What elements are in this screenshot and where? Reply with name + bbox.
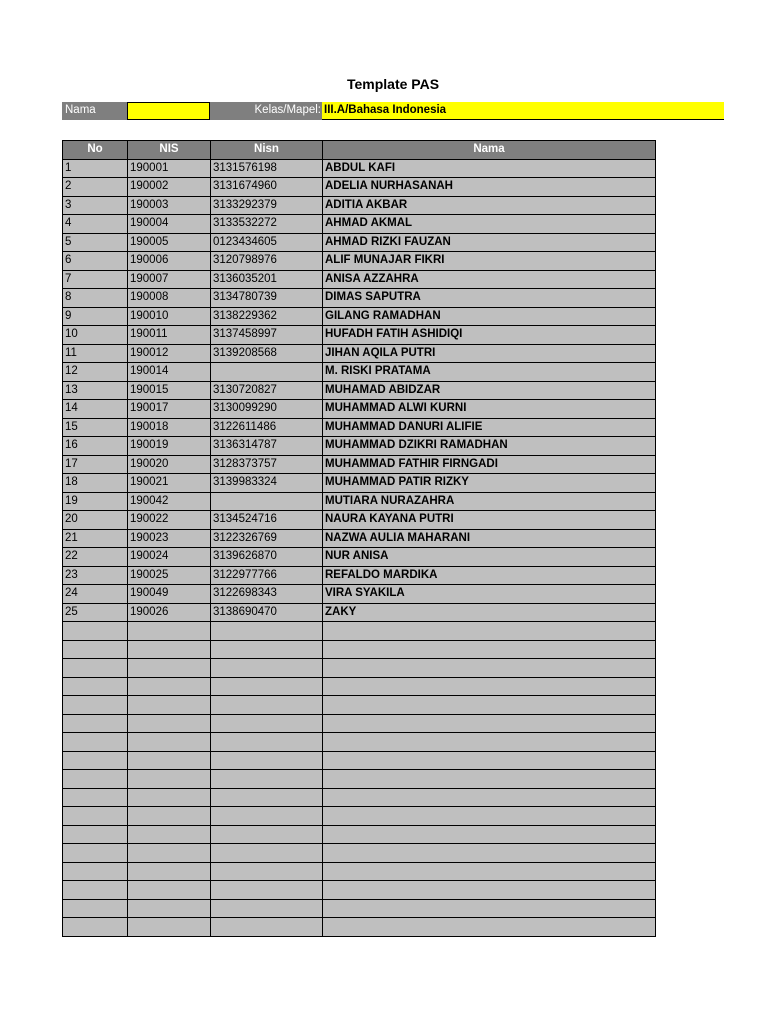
cell-nama[interactable] xyxy=(323,881,656,900)
cell-nama[interactable]: ALIF MUNAJAR FIKRI xyxy=(323,252,656,271)
cell-nis[interactable] xyxy=(128,788,211,807)
table-row xyxy=(63,659,656,678)
cell-nama[interactable]: GILANG RAMADHAN xyxy=(323,307,656,326)
cell-nama[interactable] xyxy=(323,825,656,844)
cell-nisn[interactable] xyxy=(211,492,323,511)
cell-nama[interactable]: MUHAMAD ABIDZAR xyxy=(323,381,656,400)
cell-no[interactable] xyxy=(63,677,128,696)
table-row xyxy=(63,400,656,419)
cell-nama[interactable] xyxy=(323,807,656,826)
cell-no[interactable]: 6 xyxy=(63,252,128,271)
cell-nama[interactable]: MUHAMMAD DANURI ALIFIE xyxy=(323,418,656,437)
cell-no[interactable]: 3 xyxy=(63,196,128,215)
cell-nis[interactable]: 190024 xyxy=(128,548,211,567)
cell-no[interactable] xyxy=(63,751,128,770)
table-row xyxy=(63,437,656,456)
student-roster-table xyxy=(62,140,656,937)
table-row xyxy=(63,844,656,863)
cell-nisn[interactable] xyxy=(211,696,323,715)
cell-nis[interactable] xyxy=(128,640,211,659)
cell-nama[interactable] xyxy=(323,862,656,881)
cell-nama[interactable]: ABDUL KAFI xyxy=(323,159,656,178)
table-row xyxy=(63,603,656,622)
cell-no[interactable]: 21 xyxy=(63,529,128,548)
cell-nis[interactable]: 190022 xyxy=(128,511,211,530)
table-row xyxy=(63,233,656,252)
table-row xyxy=(63,733,656,752)
cell-nama[interactable] xyxy=(323,659,656,678)
table-row xyxy=(63,215,656,234)
cell-nis[interactable] xyxy=(128,677,211,696)
cell-no[interactable] xyxy=(63,844,128,863)
table-row xyxy=(63,178,656,197)
cell-nama[interactable] xyxy=(323,844,656,863)
cell-no[interactable]: 25 xyxy=(63,603,128,622)
cell-nis[interactable] xyxy=(128,807,211,826)
cell-nis[interactable]: 190042 xyxy=(128,492,211,511)
column-header-no: No xyxy=(63,141,128,160)
table-row xyxy=(63,696,656,715)
cell-nama[interactable]: NAURA KAYANA PUTRI xyxy=(323,511,656,530)
cell-nis[interactable]: 190007 xyxy=(128,270,211,289)
table-row xyxy=(63,677,656,696)
cell-no[interactable]: 14 xyxy=(63,400,128,419)
cell-nisn[interactable]: 3137458997 xyxy=(211,326,323,345)
cell-nama[interactable]: NAZWA AULIA MAHARANI xyxy=(323,529,656,548)
table-row xyxy=(63,825,656,844)
cell-nama[interactable] xyxy=(323,899,656,918)
cell-nisn[interactable]: 3139626870 xyxy=(211,548,323,567)
table-row xyxy=(63,807,656,826)
cell-nama[interactable]: MUHAMMAD DZIKRI RAMADHAN xyxy=(323,437,656,456)
column-header-nisn: Nisn xyxy=(211,141,323,160)
cell-nis[interactable]: 190011 xyxy=(128,326,211,345)
cell-nis[interactable]: 190012 xyxy=(128,344,211,363)
cell-no[interactable] xyxy=(63,770,128,789)
cell-nisn[interactable]: 3139983324 xyxy=(211,474,323,493)
cell-nis[interactable]: 190017 xyxy=(128,400,211,419)
cell-nama[interactable] xyxy=(323,918,656,937)
table-row xyxy=(63,492,656,511)
cell-nis[interactable] xyxy=(128,825,211,844)
cell-nisn[interactable] xyxy=(211,640,323,659)
nama-label: Nama xyxy=(62,102,127,120)
cell-nis[interactable] xyxy=(128,696,211,715)
column-header-nama: Nama xyxy=(323,141,656,160)
cell-no[interactable] xyxy=(63,622,128,641)
cell-nisn[interactable]: 3138229362 xyxy=(211,307,323,326)
cell-no[interactable]: 12 xyxy=(63,363,128,382)
cell-no[interactable] xyxy=(63,807,128,826)
cell-no[interactable]: 2 xyxy=(63,178,128,197)
cell-nis[interactable]: 190023 xyxy=(128,529,211,548)
table-row xyxy=(63,270,656,289)
cell-nisn[interactable]: 3128373757 xyxy=(211,455,323,474)
cell-nisn[interactable] xyxy=(211,899,323,918)
cell-nisn[interactable]: 3133532272 xyxy=(211,215,323,234)
cell-nisn[interactable] xyxy=(211,363,323,382)
table-row xyxy=(63,770,656,789)
cell-no[interactable] xyxy=(63,696,128,715)
nama-input-cell[interactable] xyxy=(127,102,210,120)
cell-nisn[interactable] xyxy=(211,788,323,807)
cell-nisn[interactable]: 0123434605 xyxy=(211,233,323,252)
cell-nis[interactable]: 190006 xyxy=(128,252,211,271)
cell-nis[interactable]: 190008 xyxy=(128,289,211,308)
cell-no[interactable]: 7 xyxy=(63,270,128,289)
cell-nama[interactable]: MUHAMMAD ALWI KURNI xyxy=(323,400,656,419)
cell-no[interactable]: 24 xyxy=(63,585,128,604)
cell-nis[interactable]: 190020 xyxy=(128,455,211,474)
table-row xyxy=(63,326,656,345)
cell-no[interactable]: 19 xyxy=(63,492,128,511)
cell-nisn[interactable]: 3130099290 xyxy=(211,400,323,419)
cell-nis[interactable]: 190010 xyxy=(128,307,211,326)
cell-nisn[interactable]: 3131576198 xyxy=(211,159,323,178)
table-row xyxy=(63,418,656,437)
cell-nis[interactable]: 190001 xyxy=(128,159,211,178)
cell-nisn[interactable] xyxy=(211,733,323,752)
cell-nisn[interactable]: 3136035201 xyxy=(211,270,323,289)
cell-no[interactable] xyxy=(63,918,128,937)
table-row xyxy=(63,363,656,382)
cell-nis[interactable]: 190049 xyxy=(128,585,211,604)
cell-nis[interactable]: 190002 xyxy=(128,178,211,197)
cell-nisn[interactable] xyxy=(211,714,323,733)
cell-nis[interactable] xyxy=(128,862,211,881)
cell-no[interactable]: 1 xyxy=(63,159,128,178)
cell-no[interactable] xyxy=(63,825,128,844)
table-header-row xyxy=(63,141,656,160)
table-row xyxy=(63,881,656,900)
cell-nisn[interactable]: 3122611486 xyxy=(211,418,323,437)
cell-no[interactable] xyxy=(63,659,128,678)
cell-nama[interactable]: ADITIA AKBAR xyxy=(323,196,656,215)
cell-no[interactable] xyxy=(63,881,128,900)
cell-nis[interactable] xyxy=(128,733,211,752)
table-row xyxy=(63,252,656,271)
table-row xyxy=(63,474,656,493)
cell-nama[interactable]: M. RISKI PRATAMA xyxy=(323,363,656,382)
cell-nis[interactable] xyxy=(128,751,211,770)
table-row xyxy=(63,381,656,400)
table-row xyxy=(63,585,656,604)
kelas-mapel-value-cell[interactable]: III.A/Bahasa Indonesia xyxy=(322,102,724,120)
cell-nama[interactable]: MUHAMMAD FATHIR FIRNGADI xyxy=(323,455,656,474)
cell-nis[interactable]: 190003 xyxy=(128,196,211,215)
cell-nis[interactable] xyxy=(128,881,211,900)
cell-nama[interactable] xyxy=(323,622,656,641)
cell-nis[interactable] xyxy=(128,899,211,918)
cell-nis[interactable]: 190014 xyxy=(128,363,211,382)
cell-nis[interactable]: 190021 xyxy=(128,474,211,493)
cell-nis[interactable] xyxy=(128,918,211,937)
cell-nama[interactable] xyxy=(323,677,656,696)
cell-no[interactable] xyxy=(63,714,128,733)
cell-nisn[interactable]: 3122326769 xyxy=(211,529,323,548)
table-row xyxy=(63,714,656,733)
cell-no[interactable]: 10 xyxy=(63,326,128,345)
cell-nis[interactable]: 190019 xyxy=(128,437,211,456)
cell-nis[interactable] xyxy=(128,770,211,789)
cell-no[interactable] xyxy=(63,640,128,659)
cell-nis[interactable]: 190026 xyxy=(128,603,211,622)
cell-nisn[interactable] xyxy=(211,677,323,696)
cell-nisn[interactable] xyxy=(211,918,323,937)
cell-nama[interactable] xyxy=(323,640,656,659)
cell-nama[interactable]: DIMAS SAPUTRA xyxy=(323,289,656,308)
cell-nis[interactable] xyxy=(128,659,211,678)
cell-nama[interactable]: HUFADH FATIH ASHIDIQI xyxy=(323,326,656,345)
cell-no[interactable]: 9 xyxy=(63,307,128,326)
cell-no[interactable]: 23 xyxy=(63,566,128,585)
table-row xyxy=(63,788,656,807)
cell-nama[interactable]: AHMAD AKMAL xyxy=(323,215,656,234)
kelas-mapel-label: Kelas/Mapel: xyxy=(210,102,322,120)
cell-no[interactable]: 13 xyxy=(63,381,128,400)
cell-nama[interactable]: REFALDO MARDIKA xyxy=(323,566,656,585)
cell-nisn[interactable] xyxy=(211,881,323,900)
cell-no[interactable] xyxy=(63,733,128,752)
table-row xyxy=(63,307,656,326)
cell-nisn[interactable]: 3136314787 xyxy=(211,437,323,456)
cell-nama[interactable]: VIRA SYAKILA xyxy=(323,585,656,604)
table-row xyxy=(63,566,656,585)
cell-nis[interactable]: 190015 xyxy=(128,381,211,400)
cell-nisn[interactable]: 3139208568 xyxy=(211,344,323,363)
cell-nisn[interactable]: 3122698343 xyxy=(211,585,323,604)
cell-nisn[interactable] xyxy=(211,807,323,826)
cell-nis[interactable]: 190018 xyxy=(128,418,211,437)
cell-nisn[interactable]: 3134524716 xyxy=(211,511,323,530)
cell-nama[interactable]: MUHAMMAD PATIR RIZKY xyxy=(323,474,656,493)
cell-no[interactable]: 11 xyxy=(63,344,128,363)
table-row xyxy=(63,899,656,918)
cell-nis[interactable] xyxy=(128,844,211,863)
cell-nisn[interactable]: 3138690470 xyxy=(211,603,323,622)
cell-nama[interactable]: NUR ANISA xyxy=(323,548,656,567)
table-row xyxy=(63,918,656,937)
cell-no[interactable]: 16 xyxy=(63,437,128,456)
table-row xyxy=(63,455,656,474)
cell-nis[interactable]: 190004 xyxy=(128,215,211,234)
cell-nama[interactable] xyxy=(323,751,656,770)
cell-nama[interactable]: MUTIARA NURAZAHRA xyxy=(323,492,656,511)
cell-no[interactable]: 17 xyxy=(63,455,128,474)
cell-nis[interactable] xyxy=(128,622,211,641)
cell-nama[interactable] xyxy=(323,733,656,752)
cell-nama[interactable] xyxy=(323,714,656,733)
cell-nisn[interactable]: 3120798976 xyxy=(211,252,323,271)
cell-nama[interactable]: AHMAD RIZKI FAUZAN xyxy=(323,233,656,252)
page-title: Template PAS xyxy=(346,76,440,92)
cell-nis[interactable]: 190025 xyxy=(128,566,211,585)
table-row xyxy=(63,751,656,770)
table-row xyxy=(63,640,656,659)
cell-nisn[interactable] xyxy=(211,622,323,641)
cell-no[interactable] xyxy=(63,788,128,807)
cell-nama[interactable]: ZAKY xyxy=(323,603,656,622)
table-row xyxy=(63,548,656,567)
cell-nisn[interactable] xyxy=(211,751,323,770)
cell-nisn[interactable]: 3133292379 xyxy=(211,196,323,215)
cell-nama[interactable] xyxy=(323,696,656,715)
cell-nisn[interactable] xyxy=(211,659,323,678)
table-row xyxy=(63,344,656,363)
cell-no[interactable]: 5 xyxy=(63,233,128,252)
table-row xyxy=(63,862,656,881)
cell-no[interactable]: 20 xyxy=(63,511,128,530)
cell-nisn[interactable] xyxy=(211,844,323,863)
table-row xyxy=(63,529,656,548)
table-row xyxy=(63,159,656,178)
cell-no[interactable]: 15 xyxy=(63,418,128,437)
cell-no[interactable]: 22 xyxy=(63,548,128,567)
table-row xyxy=(63,622,656,641)
cell-nis[interactable]: 190005 xyxy=(128,233,211,252)
cell-no[interactable] xyxy=(63,862,128,881)
cell-nama[interactable] xyxy=(323,788,656,807)
cell-nama[interactable]: ADELIA NURHASANAH xyxy=(323,178,656,197)
cell-nisn[interactable]: 3130720827 xyxy=(211,381,323,400)
column-header-nis: NIS xyxy=(128,141,211,160)
cell-no[interactable]: 8 xyxy=(63,289,128,308)
cell-no[interactable] xyxy=(63,899,128,918)
cell-nisn[interactable]: 3122977766 xyxy=(211,566,323,585)
cell-nisn[interactable] xyxy=(211,862,323,881)
cell-nisn[interactable] xyxy=(211,770,323,789)
cell-nis[interactable] xyxy=(128,714,211,733)
cell-no[interactable]: 18 xyxy=(63,474,128,493)
cell-nama[interactable] xyxy=(323,770,656,789)
cell-nisn[interactable]: 3131674960 xyxy=(211,178,323,197)
table-body xyxy=(63,159,656,936)
cell-nisn[interactable] xyxy=(211,825,323,844)
table-row xyxy=(63,196,656,215)
cell-nisn[interactable]: 3134780739 xyxy=(211,289,323,308)
table-row xyxy=(63,511,656,530)
table-row xyxy=(63,289,656,308)
cell-nama[interactable]: JIHAN AQILA PUTRI xyxy=(323,344,656,363)
cell-no[interactable]: 4 xyxy=(63,215,128,234)
cell-nama[interactable]: ANISA AZZAHRA xyxy=(323,270,656,289)
